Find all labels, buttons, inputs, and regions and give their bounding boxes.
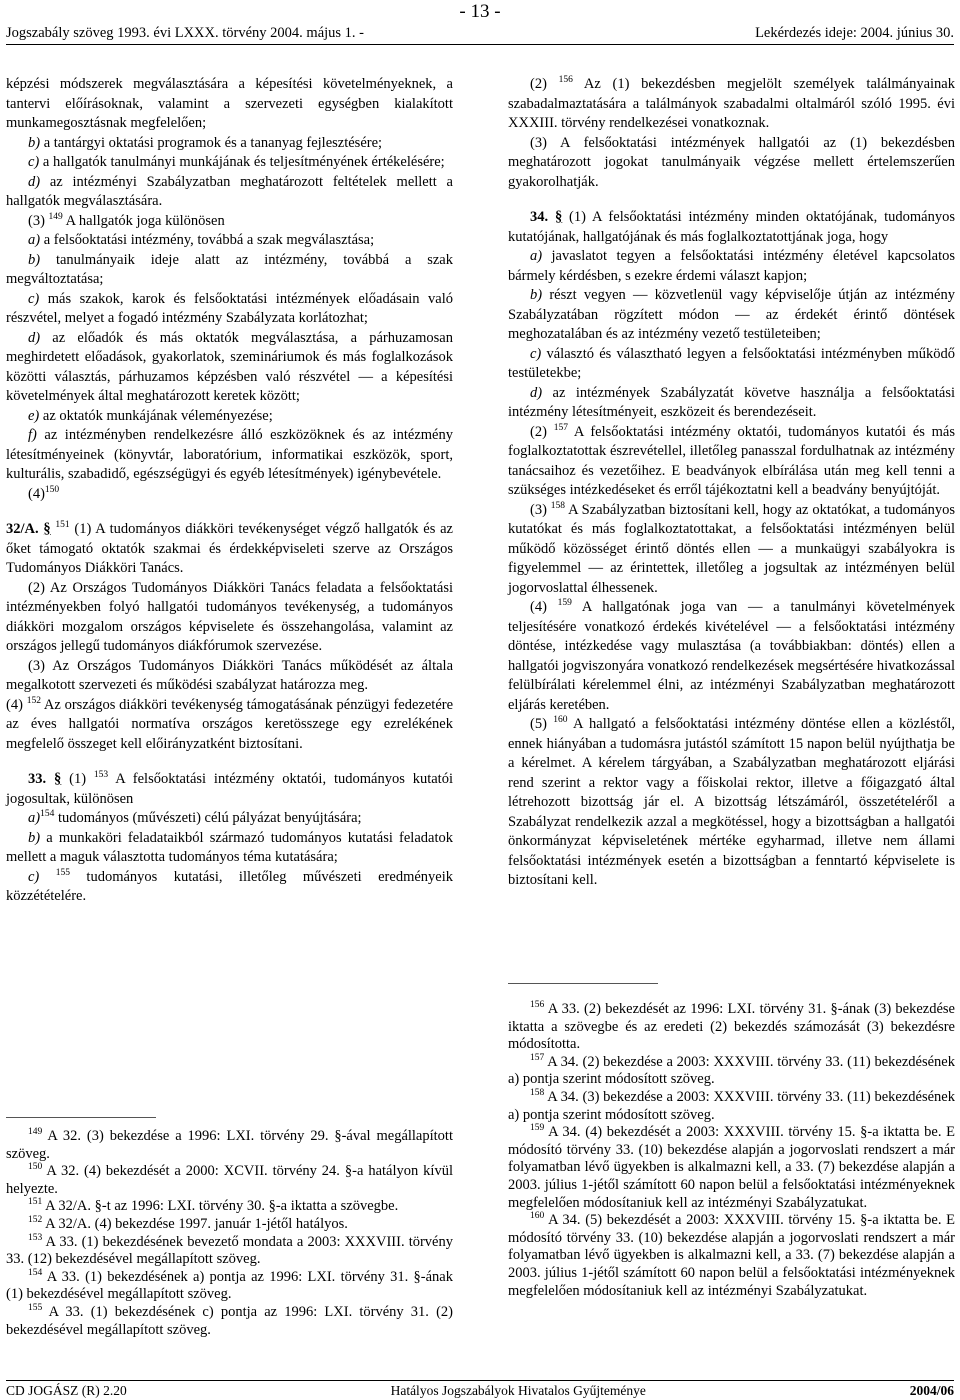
footnote: $^{159}$ A 34. (4) bekezdését a 2003: XXXVIII. törvény 15. §-a iktatta be. E módosító törvény 33. (10) bekezdése alapján a jogorvoslati rendszert a már folyamatban lévő ügyekben is alkalmazni kell, a 33. (7) bekezdése alapján a 2003. július 1-jétől számított 60 napon belül a felsőoktatási intézményeknek megfelelően módosítaniuk kell az intézményi Szabályzatukat. (508, 1123, 955, 1211)
section-34: 34. § (1) A felsőoktatási intézmény minden oktatójának, tudományos kutatójának, hallgatójának és más foglalkoztatottjának joga, hogy (508, 209, 956, 245)
footnote-ref[interactable]: 155 (55, 867, 70, 878)
footer-left: CD JOGÁSZ (R) 2.20 (6, 1383, 127, 1398)
paragraph: (2) $^{157}$ A felsőoktatási intézmény oktatói, tudományos kutatói és más foglalkoztatottak észrevétellel, illetőleg panasszal fordulhatnak az intézmény tanácsaihoz és vezetőihez. E beadványok elbírálása után meg kell tenni a szükséges intézkedéseket és erről tájékoztatni kell a beadvány benyújtóját. (508, 422, 956, 498)
footnote: $^{152}$ A 32/A. (4) bekezdése 1997. január 1-jétől hatályos. (28, 1214, 348, 1232)
paragraph: (3) Az Országos Tudományos Diákköri Tanács működését az általa megalkotott szervezeti és működési szabályzat határozza meg. (6, 657, 453, 693)
footer-rule (6, 1380, 954, 1381)
footnote-ref[interactable]: 149 (48, 211, 63, 222)
footnote: $^{155}$ A 33. (1) bekezdésének c) pontja az 1996: LXI. törvény 31. (2) bekezdésével megállapított szöveg. (6, 1302, 453, 1338)
footnote: $^{150}$ A 32. (4) bekezdését a 2000: XCVII. törvény 24. §-a hatályon kívül helyezte. (6, 1162, 453, 1197)
section-33: 33. § (1) $^{153}$ A felsőoktatási intézmény oktatói, tudományos kutatói jogosultak, különösen (6, 770, 453, 807)
footnote-ref[interactable]: 159 (557, 598, 572, 608)
paragraph: (3) $^{158}$ A Szabályzatban biztosítani kell, hogy az oktatókat, a tudományos kutatókat és más foglalkoztatottakat, a felsőoktatási intézményen belül működő közösséget érintő döntés ellen ― a munkaügyi szabályokra is figyelemmel ― az érintettek, illetőleg a jogsultak az intézményen belül jogorvoslattal élhessenek. (508, 500, 955, 596)
list-item: a) a felsőoktatási intézmény, továbbá a szak megválasztása; (28, 232, 375, 248)
footnote-ref[interactable]: 150 (44, 484, 60, 495)
paragraph: (4) $^{152}$ Az országos diákköri tevékenység támogatásának pénzügyi fedezetére az éves hallgatói normatíva országos keretösszege egy ezrelékének megfelelő összeget kell előirányzatként biztosítani. (6, 695, 454, 752)
list-item: b) a tantárgyi oktatási programok és a tananyag fejlesztésére; (28, 134, 383, 151)
footnote-ref[interactable]: 158 (550, 500, 566, 511)
list-item: b) tanulmányaik ideje alatt az intézmény, továbbá a szak megváltoztatása; (6, 251, 453, 287)
list-item: a) javaslatot tegyen a felsőoktatási intézmény életével kapcsolatos bármely kérdésben, s ezekre érdemi választ kapjon; (508, 248, 955, 284)
list-item: e) az oktatók munkájának véleményezése; (28, 407, 273, 424)
header-rule (6, 44, 954, 45)
paragraph: (2) Az Országos Tudományos Diákköri Tanács feladata a felsőoktatási intézményekben folyó hallgatói tudományos tevékenység, a tudományos diákköri mozgalom országos képviselete és összehangolása, valamint az országos jellegű tudományos diákfórumok szervezése. (6, 579, 453, 654)
footnote-ref[interactable]: 151 (55, 520, 70, 530)
paragraph: (3) $^{149}$ A hallgatók joga különösen (28, 211, 225, 229)
footnote-ref[interactable]: 152 (26, 695, 41, 706)
list-item: d) az előadók és más oktatók megválasztása, a párhuzamosan meghirdetett előadások, gyakorlatok, szemináriumok és más foglalkozások közötti választás, párhuzamos képzésben való részvétel ― a képesítési követelmények által meghatározott keretek között; (6, 329, 453, 404)
footnote-ref[interactable]: 156 (558, 75, 573, 85)
footnote: $^{151}$ A 32/A. §-t az 1996: LXI. törvény 30. §-a iktatta a szövegbe. (28, 1197, 399, 1215)
left-column (6, 75, 453, 907)
right-footnotes (508, 1001, 955, 1300)
footnote: $^{153}$ A 33. (1) bekezdésének bevezető mondata a 2003: XXXVIII. törvény 33. (12) bekezdésével megállapított szöveg. (6, 1232, 453, 1268)
running-footer (6, 1382, 954, 1400)
running-header (6, 24, 954, 42)
list-item: c) $^{155}$ tudományos kutatási, illetőleg művészeti eredményeik közzétételére. (6, 867, 453, 904)
list-item: d) az intézmények Szabályzatát követve használja a felsőoktatási intézmény létesítményeit, eszközeit és berendezéseit. (508, 384, 955, 420)
footnote-ref[interactable]: 160 (553, 715, 568, 725)
paragraph: képzési módszerek megválasztására a képesítési követelményeknek, a tantervi előírásoknak, valamint a szervezeti egységben kialakított munkamegosztásnak megfelelően; (6, 76, 453, 131)
footnote: $^{149}$ A 32. (3) bekezdése a 1996: LXI. törvény 29. §-ával megállapított szöveg. (6, 1127, 453, 1162)
list-item: b) részt vegyen ― közvetlenül vagy képviselője útján az intézmény Szabályzatában rögzített módon ― az érdekét érintő döntések meghozatalában és az intézmény vezető testületeiben; (508, 287, 955, 342)
footnote: $^{156}$ A 33. (2) bekezdését az 1996: LXI. törvény 31. §-ának (3) bekezdése iktatta a szövegbe és az eredeti (2) bekezdés számozását (3) bekezdésre módosította. (508, 1000, 955, 1053)
footnote: $^{157}$ A 34. (2) bekezdése a 2003: XXXVIII. törvény 33. (11) bekezdésének a) pontja szerint módosított szöveg. (508, 1052, 955, 1088)
list-item: c) választó és választható legyen a felsőoktatási intézményben működő testületekbe; (508, 345, 955, 381)
list-item: d) az intézményi Szabályzatban meghatározott feltételek mellett a hallgatók megválasztására. (6, 173, 453, 209)
footnote-ref[interactable]: 153 (93, 770, 109, 780)
footnote-ref[interactable]: 157 (553, 422, 568, 433)
section-32a: 32/A. § $^{151}$ (1) A tudományos diákköri tevékenységet végző hallgatók és az őket támogató oktatók szakmai és érdekképviseleti szerve az Országos Tudományos Diákköri Tanács. (6, 520, 453, 576)
footnote-ref[interactable]: 154 (40, 809, 55, 819)
footnote-rule (508, 983, 658, 984)
footnote: $^{158}$ A 34. (3) bekezdése a 2003: XXXVIII. törvény 33. (11) bekezdésének a) pontja szerint módosított szöveg. (508, 1087, 955, 1123)
paragraph: (4)$^{150}$ (28, 484, 60, 502)
list-item: a)$^{154}$ tudományos (művészeti) célú pályázat benyújtására; (28, 809, 362, 826)
page-number: - 13 - (459, 1, 501, 22)
paragraph: (2) $^{156}$ Az (1) bekezdésben megjelölt személyek találmányainak szabadalmaztatására a találmányok szabadalmi oltalmáról szóló 1995. évi XXXIII. törvény rendelkezései vonatkoznak. (508, 75, 955, 131)
header-left: Jogszabály szöveg 1993. évi LXXX. törvény 2004. május 1. - (6, 25, 365, 41)
list-item: c) más szakok, karok és felsőoktatási intézmények előadásain való részvétel, melyet a fogadó intézmény Szabályzata korlátozhat; (6, 290, 453, 326)
paragraph: (3) A felsőoktatási intézmények hallgatói az (1) bekezdésben meghatározott jogokat tanulmányaik végzése mellett értelemszerűen gyakorolhatják. (508, 134, 955, 190)
footnote-rule (6, 1117, 156, 1118)
list-item: b) a munkaköri feladataikból származó tudományos kutatási feladatok mellett a maguk választotta tudományos téma kutatására; (6, 829, 453, 865)
footnote: $^{154}$ A 33. (1) bekezdésének a) pontja az 1996: LXI. törvény 31. §-ának (1) bekezdésével megállapított szöveg. (6, 1267, 453, 1303)
paragraph: (4) $^{159}$ A hallgatónak joga van ― a tanulmányi követelmények teljesítésére vonatkozó érdekés kivételével ― a felsőoktatási intézmény döntése, intézkedése vagy mulasztása (a továbbiakban: döntés) ellen a hallgatói jogviszonyára vonatkozó rendelkezések megsértésére hivatkozással felülbírálati kérelemmel élni, az intézményi Szabályzatban meghatározott eljárás keretében. (508, 598, 956, 713)
header-right: Lekérdezés ideje: 2004. június 30. (755, 25, 954, 41)
footnote: $^{160}$ A 34. (5) bekezdését a 2003: XXXVIII. törvény 15. §-a iktatta be. E módosító törvény 33. (10) bekezdése alapján a jogorvoslati rendszert a már folyamatban lévő ügyekben is alkalmazni kell, a 33. (7) bekezdése alapján a 2003. július 1-jétől számított 60 napon belül a felsőoktatási intézményeknek megfelelően módosítaniuk kell az intézményi Szabályzatukat. (508, 1211, 955, 1299)
footer-right: 2004/06 (909, 1383, 954, 1398)
right-column (508, 75, 955, 891)
paragraph: (5) $^{160}$ A hallgató a felsőoktatási intézmény döntése ellen a közléstől, ennek hiányában a tudomásra jutástól számított 15 napon belül nyújthatja be a kérelmet. A kérelem tárgyában, a Szabályzatban meghatározott eljárási rend szerint a rektor vagy a főiskolai rektor, illetve a főigazgató által létrehozott bizottság jár el. A bizottság létszámáról, összetételéről a Szabályzat rendelkezik azzal a megkötéssel, hogy a bizottságban a hallgatói önkormányzat képviseletének mértéke egyharmad, illetve nem állami felsőoktatási intézmények esetén a bizottságban a fenntartó képviselete is biztosítani kell. (508, 715, 956, 888)
footer-middle: Hatályos Jogszabályok Hivatalos Gyűjteménye (390, 1383, 646, 1398)
left-footnotes (6, 1128, 453, 1339)
list-item: c) a hallgatók tanulmányi munkájának és teljesítményének értékelésére; (28, 154, 445, 170)
list-item: f) az intézményben rendelkezésre álló eszközöknek és az intézmény létesítményeinek (könyvtár, laboratórium, informatikai eszközök, sport, kulturális, szabadidő, egészségügyi és egyéb létesítmények) igénybevétele. (6, 427, 453, 482)
